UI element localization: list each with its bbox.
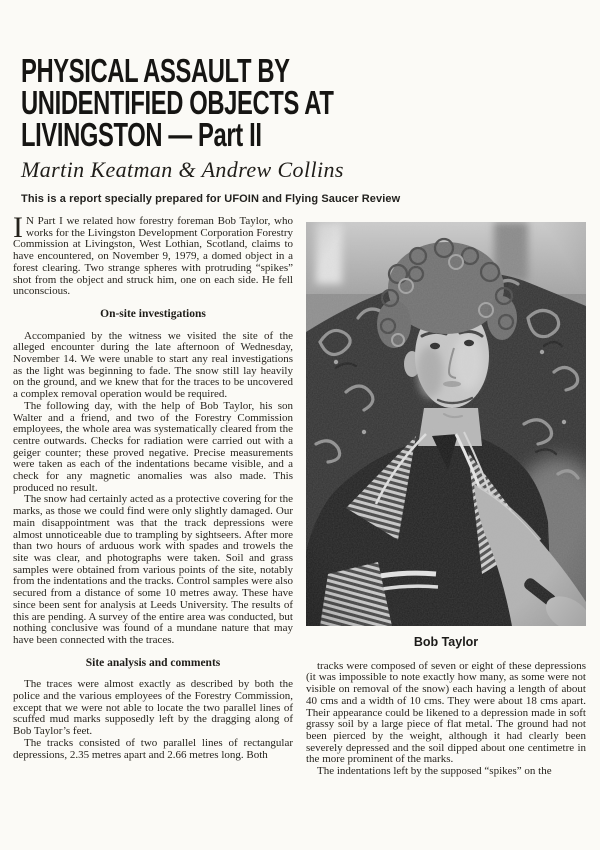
- section-heading-site-analysis: Site analysis and comments: [85, 656, 221, 669]
- report-note: This is a report specially prepared for UFOIN and Flying Saucer Review: [21, 193, 401, 205]
- title-line-3: LIVINGSTON — Part II: [21, 116, 262, 153]
- paragraph-accompanied: Accompanied by the witness we visited the site of the alleged encounter during the late afternoon of Wednesday, November 14. We were unable to start any real investigations as the light was beginning to fade. The snow still lay heavily on the ground, and we knew that for the traces to be uncovered a complex removal operation would be required.: [13, 329, 293, 401]
- intro-paragraph: [13, 211, 293, 298]
- paragraph-tracks-composed: tracks were composed of seven or eight of these depressions (it was impossible to note exactly how many, as some were not visible on removal of the snow) each having a length of about 40 cms and a width of 10 cms. They were about 18 cms apart. Their appearance could be likened to a depression made in soft grassy soil by a large piece of flat metal. The ground had not been pierced by the weight, although it had clearly been severely depressed and the soil dipped about one centimetre in the more prominent of the marks.: [306, 659, 586, 766]
- section-heading-on-site: On-site investigations: [100, 307, 206, 320]
- left-column: [13, 213, 293, 761]
- title-line-2: UNIDENTIFIED OBJECTS AT: [21, 84, 334, 121]
- article-header: [21, 52, 581, 205]
- drop-cap: I: [13, 211, 23, 244]
- photo-figure: [306, 222, 586, 649]
- paragraph-tracks-consisted: The tracks consisted of two parallel lines of rectangular depressions, 2.35 metres apart and 2.66 metres long. Both: [13, 736, 293, 761]
- paragraph-snow-protective: The snow had certainly acted as a protective covering for the marks, as those we could find were only slightly damaged. Our main disappointment was that the track depressions were almost unnoticeable due to trampling by sightseers. After more than two hours of arduous work with spades and trowels the site was clear, and photographs were taken. Soil and grass samples were obtained from various points of the site, notably from the indentations and the tracks. Control samples were also secured from a distance of some 10 metres away. These have since been sent for analysis at Leeds University. The results of this are pending. A survey of the entire area was conducted, but nothing conclusive was found of a mundane nature that may have been connected with the traces.: [13, 493, 293, 646]
- photo-caption: Bob Taylor: [413, 635, 479, 649]
- title-line-1: PHYSICAL ASSAULT BY: [21, 52, 290, 89]
- paragraph-traces-described: The traces were almost exactly as described by both the police and the various employees of the Forestry Commission, except that we were not able to locate the two parallel lines of scuffed mud marks supposedly left by the dragging along of Bob Taylor’s feet.: [13, 678, 293, 738]
- paragraph-following-day: The following day, with the help of Bob Taylor, his son Walter and a friend, and two of the Forestry Commission employees, the whole area was systematically cleared from the centre outwards. Checks for radiation were carried out with a geiger counter; these proved negative. Precise measurements were taken as each of the indentations became visible, and a check for any magnetic anomalies was also made. This produced no result.: [13, 399, 293, 494]
- article-body: [13, 213, 587, 778]
- intro-text: N Part I we related how forestry foreman Bob Taylor, who works for the Livingston Development Corporation Forestry Commission at Livingston, West Lothian, Scotland, claims to have encountered, on November 9, 1979, a domed object in a forest clearing. Two strange spheres with protruding “spikes” shot from the object and struck him, one on each side. He fell unconscious.: [13, 215, 293, 298]
- photo-vignette: [306, 222, 586, 626]
- byline: Martin Keatman & Andrew Collins: [21, 157, 344, 182]
- article-title: [21, 52, 583, 153]
- paragraph-indentations: The indentations left by the supposed “spikes” on the: [317, 765, 552, 778]
- bob-taylor-photo: [306, 222, 586, 626]
- right-column: [306, 213, 586, 778]
